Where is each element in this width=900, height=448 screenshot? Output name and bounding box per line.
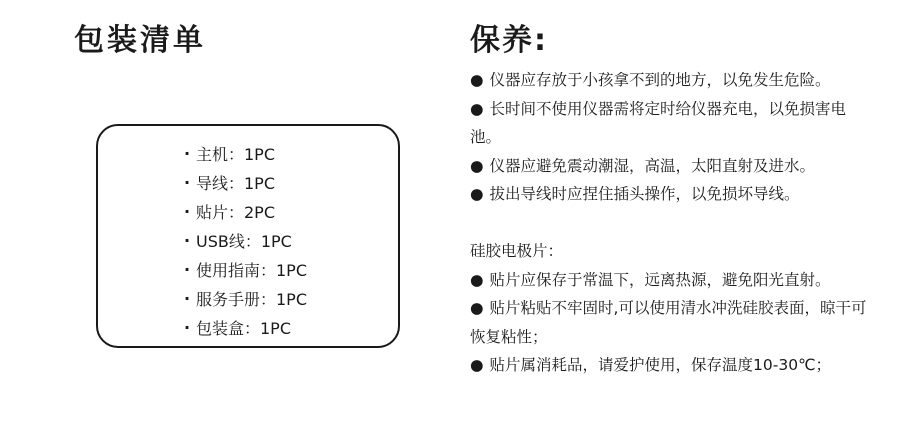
bullet-dot-icon: · <box>184 260 191 279</box>
care-point-text: 拔出导线时应捏住插头操作，以免损坏导线。 <box>489 185 800 204</box>
care-point <box>470 66 875 95</box>
packing-item <box>184 139 307 168</box>
spacer <box>470 209 875 237</box>
bullet-circle-icon: ● <box>470 270 484 289</box>
packing-item-text: 贴片：2PC <box>196 203 276 222</box>
packing-item-text: 导线：1PC <box>196 174 276 193</box>
bullet-dot-icon: · <box>184 318 191 337</box>
packing-item <box>184 197 307 226</box>
electrode-point-text: 贴片粘贴不牢固时,可以使用清水冲洗硅胶表面，晾干可恢复粘性； <box>470 299 867 346</box>
electrode-heading: 硅胶电极片： <box>470 241 564 260</box>
packing-list <box>184 139 307 342</box>
bullet-dot-icon: · <box>184 144 191 163</box>
bullet-circle-icon: ● <box>470 185 484 204</box>
packing-item-text: 使用指南：1PC <box>196 261 308 280</box>
packing-item <box>184 284 307 313</box>
packing-item-text: USB线：1PC <box>196 232 292 251</box>
electrode-point <box>470 351 875 380</box>
care-section <box>470 66 875 380</box>
bullet-circle-icon: ● <box>470 299 484 318</box>
packing-item-text: 主机：1PC <box>196 145 276 164</box>
packing-item <box>184 168 307 197</box>
care-point <box>470 180 875 209</box>
care-title: 保养: <box>470 23 548 58</box>
electrode-point-text: 贴片属消耗品，请爱护使用，保存温度10-30℃； <box>489 356 831 375</box>
electrode-point <box>470 294 875 351</box>
care-point <box>470 95 875 152</box>
bullet-circle-icon: ● <box>470 356 484 375</box>
bullet-dot-icon: · <box>184 202 191 221</box>
care-point-text: 仪器应存放于小孩拿不到的地方，以免发生危险。 <box>489 71 831 89</box>
electrode-point-text: 贴片应保存于常温下，远离热源，避免阳光直射。 <box>489 270 831 289</box>
packing-item-text: 包装盒：1PC <box>196 319 292 338</box>
bullet-circle-icon: ● <box>470 99 484 118</box>
bullet-dot-icon: · <box>184 231 191 250</box>
packing-item-text: 服务手册：1PC <box>196 290 308 309</box>
care-point <box>470 152 875 181</box>
packing-item <box>184 226 307 255</box>
packing-list-box <box>96 124 400 348</box>
bullet-dot-icon: · <box>184 173 191 192</box>
bullet-dot-icon: · <box>184 289 191 308</box>
packing-item <box>184 255 307 284</box>
care-point-text: 仪器应避免震动潮湿，高温，太阳直射及进水。 <box>489 156 816 175</box>
bullet-circle-icon: ● <box>470 156 484 175</box>
packing-item <box>184 313 307 342</box>
electrode-point <box>470 266 875 295</box>
bullet-circle-icon: ● <box>470 71 484 89</box>
care-point-text: 长时间不使用仪器需将定时给仪器充电，以免损害电池。 <box>470 99 847 147</box>
packing-list-title: 包装清单 <box>74 23 206 58</box>
